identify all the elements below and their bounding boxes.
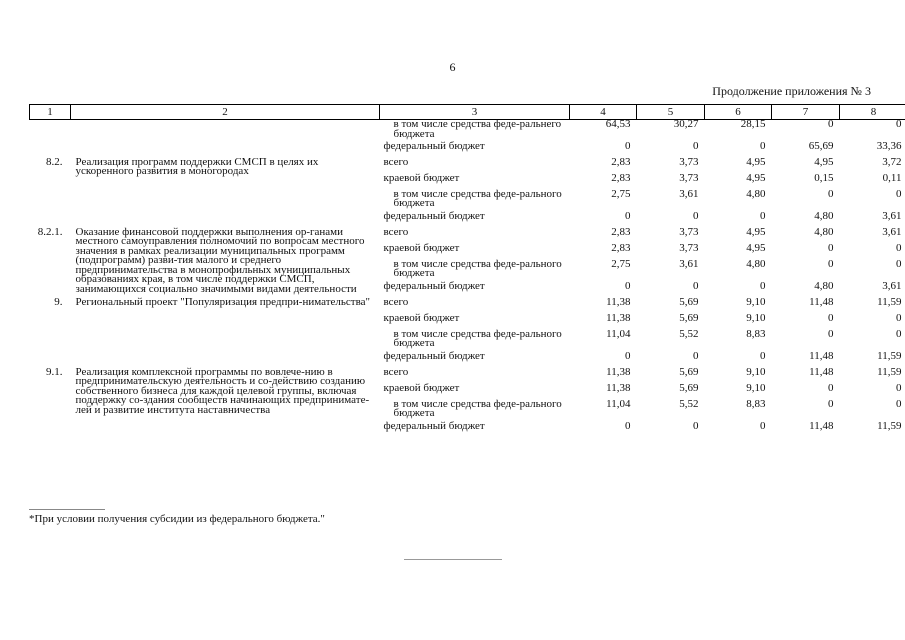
header-cell: 1: [30, 105, 71, 120]
funding-source: в том числе средства феде-рального бюджета: [393, 257, 562, 279]
value-col-6: 4,95: [746, 171, 766, 184]
value-col-6: 0: [760, 139, 766, 152]
value-col-8: 0: [896, 381, 902, 394]
value-col-6: 0: [760, 349, 766, 362]
value-col-8: 3,61: [882, 209, 902, 222]
value-col-5: 3,73: [679, 155, 699, 168]
value-col-7: 0: [828, 257, 834, 270]
value-col-7: 11,48: [809, 349, 834, 362]
value-col-7: 4,80: [814, 209, 834, 222]
value-col-7: 65,69: [808, 139, 834, 152]
value-col-4: 11,38: [606, 311, 631, 324]
value-col-7: 0,15: [814, 171, 834, 184]
funding-source: федеральный бюджет: [383, 349, 485, 362]
item-name: Региональный проект "Популяризация предпри-нимательства": [75, 295, 371, 308]
value-col-5: 3,73: [679, 171, 699, 184]
value-col-8: 0: [896, 187, 902, 200]
value-col-6: 8,83: [746, 397, 766, 410]
value-col-7: 4,95: [814, 155, 834, 168]
item-name: Оказание финансовой поддержки выполнения ор-ганами местного самоуправления полномочий по вопросам местного значения в рамках реализации муниципальных программ (подпрограмм) разви-тия малого и среднего предпринимательства в монопрофильных муниципальных образованиях края, в том числе поддержки СМСП, занимающихся социально значимыми видами деятельности: [75, 225, 365, 295]
value-col-4: 0: [625, 139, 631, 152]
funding-source: краевой бюджет: [383, 311, 460, 324]
financing-table: [29, 104, 905, 438]
funding-source: в том числе средства феде-ральнего бюджета: [393, 118, 562, 140]
value-col-6: 9,10: [746, 365, 766, 378]
value-col-4: 2,83: [611, 225, 631, 238]
value-col-8: 0: [896, 311, 902, 324]
value-col-5: 5,52: [679, 397, 699, 410]
value-col-8: 0: [896, 241, 902, 254]
value-col-5: 0: [693, 209, 699, 222]
value-col-8: 11,59: [877, 349, 902, 362]
value-col-6: 4,95: [746, 225, 766, 238]
item-code: [30, 120, 71, 158]
value-col-5: 5,69: [679, 311, 699, 324]
value-col-4: 64,53: [605, 118, 631, 130]
footnote-divider: [29, 509, 105, 510]
value-col-5: 0: [693, 419, 699, 432]
funding-source: всего: [383, 225, 409, 238]
value-col-7: 4,80: [814, 225, 834, 238]
header-cell: 5: [637, 105, 705, 120]
value-col-7: 0: [828, 327, 834, 340]
value-col-6: 0: [760, 209, 766, 222]
table-row: [30, 368, 905, 384]
value-col-5: 0: [693, 279, 699, 292]
value-col-5: 5,52: [679, 327, 699, 340]
value-col-6: 8,83: [746, 327, 766, 340]
funding-source: всего: [383, 155, 409, 168]
value-col-6: 4,80: [746, 187, 766, 200]
funding-source: краевой бюджет: [383, 241, 460, 254]
value-col-6: 9,10: [746, 295, 766, 308]
value-col-6: 4,95: [746, 155, 766, 168]
value-col-8: 3,61: [882, 225, 902, 238]
footnote: *При условии получения субсидии из федерального бюджета.": [29, 513, 325, 525]
page-bottom-divider: [404, 559, 502, 560]
item-code: 9.1.: [46, 365, 63, 378]
value-col-4: 11,04: [606, 327, 631, 340]
value-col-4: 0: [625, 279, 631, 292]
value-col-6: 9,10: [746, 311, 766, 324]
funding-source: федеральный бюджет: [383, 139, 485, 152]
value-col-8: 33,36: [876, 139, 902, 152]
value-col-6: 0: [760, 279, 766, 292]
value-col-5: 0: [693, 139, 699, 152]
funding-source: федеральный бюджет: [383, 279, 485, 292]
value-col-7: 11,48: [809, 295, 834, 308]
value-col-8: 0: [896, 257, 902, 270]
value-col-7: 0: [828, 397, 834, 410]
value-col-5: 5,69: [679, 365, 699, 378]
table-row: [30, 228, 905, 244]
value-col-8: 0: [896, 118, 902, 130]
value-col-4: 2,83: [611, 155, 631, 168]
value-col-5: 3,61: [679, 257, 699, 270]
item-name: Реализация программ поддержки СМСП в целях их ускоренного развития в моногородах: [75, 155, 319, 177]
item-name: [71, 120, 380, 158]
value-col-8: 3,72: [882, 155, 902, 168]
value-col-5: 3,61: [679, 187, 699, 200]
header-cell: 8: [840, 105, 905, 120]
value-col-5: 0: [693, 349, 699, 362]
value-col-4: 2,75: [611, 187, 631, 200]
value-col-8: 11,59: [877, 295, 902, 308]
page-number: 6: [449, 60, 456, 74]
funding-source: всего: [383, 295, 409, 308]
value-col-8: 0: [896, 327, 902, 340]
header-cell: 3: [380, 105, 570, 120]
value-col-7: 11,48: [809, 365, 834, 378]
value-col-8: 11,59: [877, 419, 902, 432]
value-col-7: 0: [828, 187, 834, 200]
header-cell: 4: [570, 105, 637, 120]
funding-source: в том числе средства феде-рального бюджета: [393, 327, 562, 349]
item-code: 8.2.1.: [37, 225, 63, 238]
value-col-8: 11,59: [877, 365, 902, 378]
value-col-4: 2,75: [611, 257, 631, 270]
item-code: 9.: [54, 295, 63, 308]
funding-source: краевой бюджет: [383, 171, 460, 184]
funding-source: краевой бюджет: [383, 381, 460, 394]
value-col-4: 11,38: [606, 295, 631, 308]
value-col-7: 0: [828, 118, 834, 130]
table-body: [30, 120, 905, 438]
header-cell: 6: [705, 105, 772, 120]
item-name: Реализация комплексной программы по вовлече-нию в предпринимательскую деятельность и со-действию созданию собственного бизнеса для каждой целевой группы, включая поддержку со-здания сообществ начинающих предпринимате-лей и развитие института наставничества: [75, 365, 370, 416]
value-col-5: 30,27: [673, 118, 699, 130]
value-col-6: 4,80: [746, 257, 766, 270]
value-col-7: 0: [828, 241, 834, 254]
funding-source: федеральный бюджет: [383, 419, 485, 432]
funding-source: в том числе средства феде-рального бюджета: [393, 397, 562, 419]
value-col-4: 0: [625, 209, 631, 222]
table-row: [30, 298, 905, 314]
value-col-4: 11,38: [606, 365, 631, 378]
value-col-8: 0,11: [882, 171, 902, 184]
value-col-5: 5,69: [679, 381, 699, 394]
funding-source: в том числе средства феде-рального бюджета: [393, 187, 562, 209]
appendix-continuation-note: Продолжение приложения № 3: [712, 84, 871, 98]
value-col-4: 0: [625, 419, 631, 432]
value-col-7: 0: [828, 311, 834, 324]
value-col-4: 0: [625, 349, 631, 362]
value-col-4: 2,83: [611, 171, 631, 184]
funding-source: всего: [383, 365, 409, 378]
funding-source: федеральный бюджет: [383, 209, 485, 222]
table-row: [30, 120, 905, 142]
value-col-5: 3,73: [679, 225, 699, 238]
value-col-6: 28,15: [740, 118, 766, 130]
value-col-8: 3,61: [882, 279, 902, 292]
value-col-4: 11,38: [606, 381, 631, 394]
table-row: [30, 158, 905, 174]
value-col-7: 11,48: [809, 419, 834, 432]
value-col-6: 0: [760, 419, 766, 432]
item-code: 8.2.: [46, 155, 63, 168]
value-col-4: 2,83: [611, 241, 631, 254]
value-col-6: 9,10: [746, 381, 766, 394]
header-cell: 2: [71, 105, 380, 120]
value-col-8: 0: [896, 397, 902, 410]
value-col-5: 5,69: [679, 295, 699, 308]
header-cell: 7: [772, 105, 840, 120]
value-col-5: 3,73: [679, 241, 699, 254]
value-col-7: 0: [828, 381, 834, 394]
value-col-4: 11,04: [606, 397, 631, 410]
value-col-6: 4,95: [746, 241, 766, 254]
value-col-7: 4,80: [814, 279, 834, 292]
